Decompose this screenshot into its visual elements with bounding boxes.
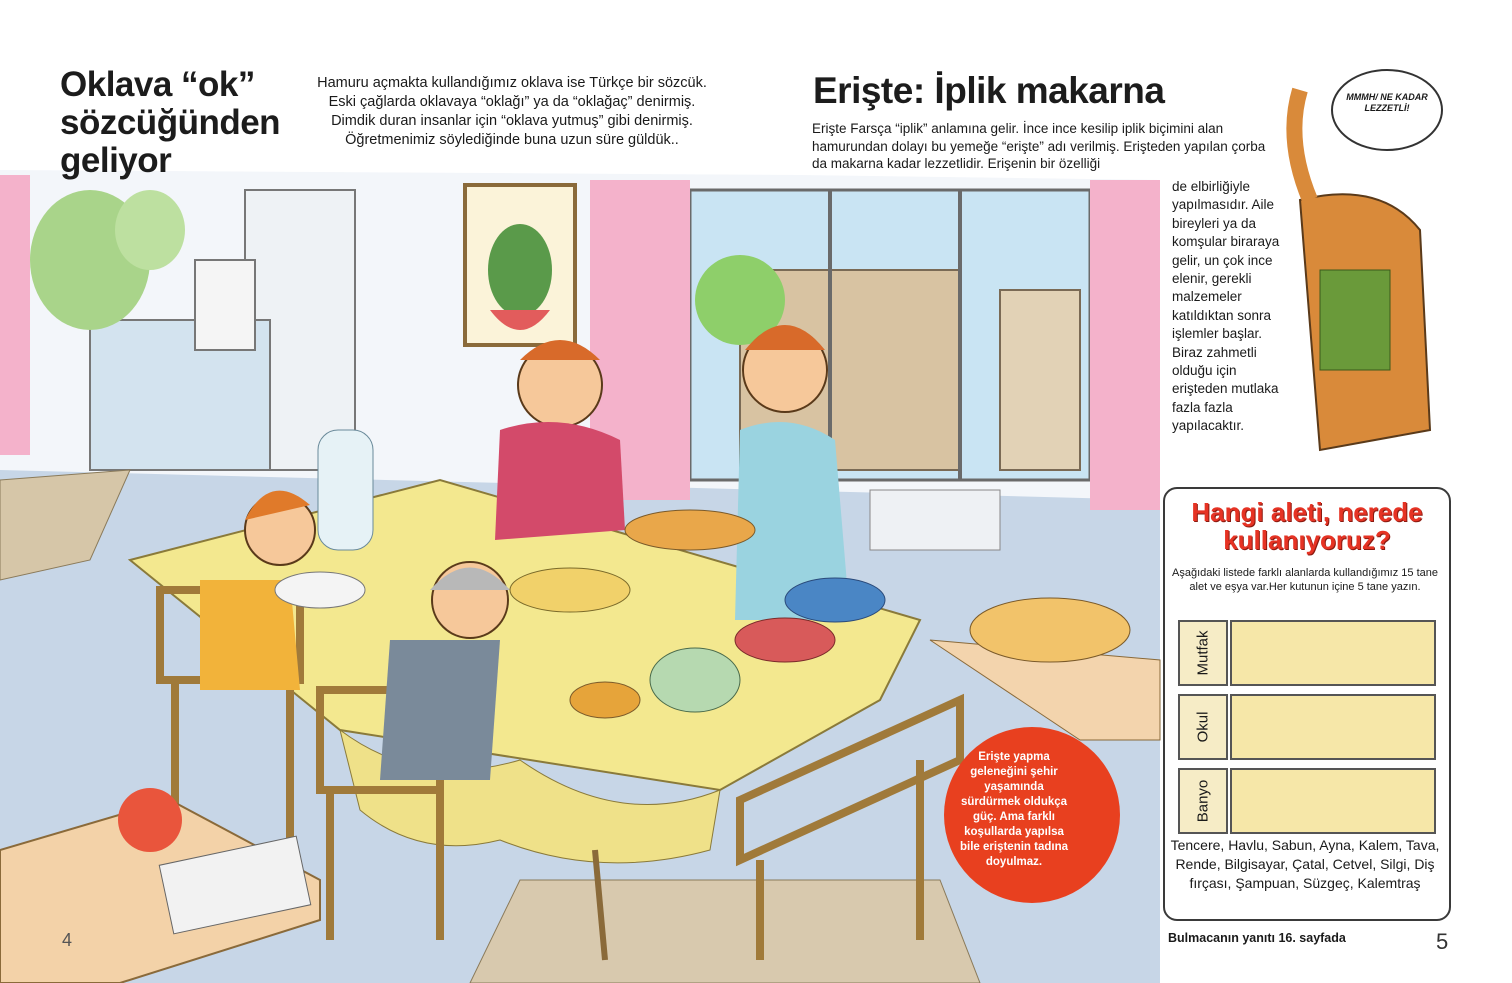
- right-body-intro: Erişte Farsça “iplik” anlamına gelir. İnce ince kesilip iplik biçimini alan hamurundan dolayı bu yemeğe “erişte” adı verilmiş. Erişteden yapılan çorba da makarna kadar lezzetlidir. Erişenin bir özelliği: [812, 121, 1266, 171]
- left-page-title: Oklava “ok” sözcüğünden geliyor: [60, 65, 281, 180]
- right-page-title: Erişte: İplik makarna: [813, 70, 1165, 111]
- answer-note: Bulmacanın yanıtı 16. sayfada: [1168, 931, 1346, 945]
- row-label-text: Okul: [1194, 711, 1212, 743]
- pot-red: [735, 618, 835, 662]
- soup-bowl: [570, 682, 640, 718]
- badge-text: Erişte yapma geleneğini şehir yaşamında sürdürmek oldukça güç. Ama farklı koşullarda yapılsa bile eriştenin tadına doyulmaz.: [960, 751, 1068, 868]
- left-intro-paragraph: Hamuru açmakta kullandığımız oklava ise Türkçe bir sözcük. Eski çağlarda oklavaya “oklağı” ya da “oklağaç” denirmiş. Dimdik duran insanlar için “oklava yutmuş” gibi denirmiş. Öğretmenimiz söylediğinde buna uzun süre güldük..: [317, 75, 707, 148]
- puzzle-instructions: Aşağıdaki listede farklı alanlarda kullandığımız 15 tane alet ve eşya var.Her kutunun içine 5 tane yazın.: [1172, 567, 1438, 593]
- plate: [275, 572, 365, 608]
- word-list: Tencere, Havlu, Sabun, Ayna, Kalem, Tava, Rende, Bilgisayar, Çatal, Cetvel, Silgi, Diş fırçası, Şampuan, Süzgeç, Kalemtraş: [1170, 837, 1440, 891]
- flower: [118, 788, 182, 852]
- pasta-pan: [970, 598, 1130, 662]
- answer-box-okul[interactable]: [1230, 694, 1436, 760]
- page-number-right: 5: [1436, 929, 1449, 954]
- salad-bowl: [650, 648, 740, 712]
- pasta-platter: [510, 568, 630, 612]
- row-label-text: Banyo: [1194, 779, 1212, 823]
- curtain-right: [1090, 180, 1160, 510]
- row-label-mutfak: [1178, 620, 1228, 686]
- row-label-banyo: [1178, 768, 1228, 834]
- page-number-left: 4: [62, 930, 73, 950]
- row-label-text: Mutfak: [1194, 630, 1212, 676]
- water-bottle: [318, 430, 373, 550]
- rug-bottom: [470, 880, 980, 983]
- washing-machine: [195, 260, 255, 350]
- radiator: [870, 490, 1000, 550]
- answer-box-banyo[interactable]: [1230, 768, 1436, 834]
- answer-box-mutfak[interactable]: [1230, 620, 1436, 686]
- curtain-far-left: [0, 175, 30, 455]
- watermelon-painting: [465, 185, 575, 345]
- noodle-tray: [625, 510, 755, 550]
- pot-blue: [785, 578, 885, 622]
- speech-bubble-text: MMMH/ NE KADAR LEZZETLİ!: [1346, 92, 1428, 113]
- right-body-column: de elbirliğiyle yapılmasıdır. Aile bireyleri ya da komşular biraraya gelir, un çok ince elenir, gerekli malzemeler katıldıktan sonra işlemler başlar. Biraz zahmetli olduğu için erişteden mutlaka fazla fazla yapılacaktır.: [1172, 179, 1280, 434]
- puzzle-title: Hangi aleti, nerede kullanıyoruz?: [1191, 497, 1423, 555]
- row-label-okul: [1178, 694, 1228, 760]
